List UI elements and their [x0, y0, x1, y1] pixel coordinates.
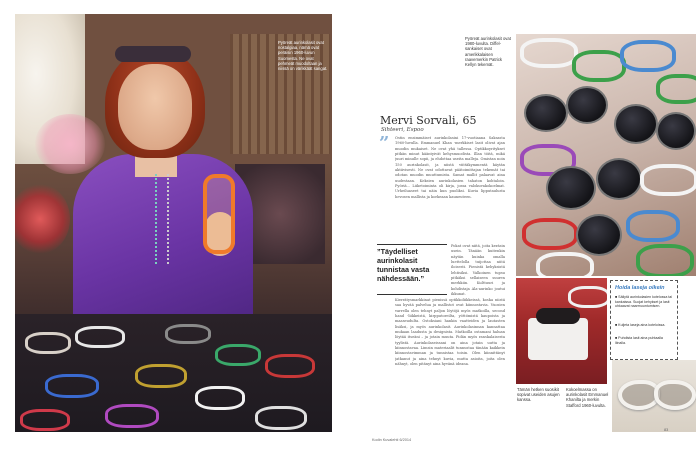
- white-sunglasses: [640, 164, 696, 196]
- tips-title: Hoida laseja oikein: [615, 285, 665, 291]
- bokeh-pink: [35, 114, 105, 174]
- round-sunglasses-lens: [614, 104, 658, 144]
- tips-item: ■ Kuljeta laseja aina koteloissa.: [615, 323, 666, 327]
- round-sunglasses-lens: [656, 112, 696, 150]
- black-sunglasses: [536, 308, 580, 324]
- pullquote-rule-top: [377, 244, 447, 245]
- held-orange-sunglasses: [203, 174, 235, 254]
- white-sunglasses: [520, 38, 578, 68]
- blue-sunglasses: [45, 374, 99, 398]
- purple-sunglasses: [105, 404, 159, 428]
- pull-quote: ”Täydelliset aurinkolasit tunnistaa vasta nähdessään.”: [377, 247, 430, 283]
- round-sunglasses-lens: [566, 86, 608, 124]
- tips-item-text: Säilytä aurinkolasien kotelossa tai kankaissa. Suojat kehykset ja lasit uhkaavat naarmuuntumisen.: [615, 295, 673, 309]
- cat-eye-sunglasses-photo: [612, 360, 696, 432]
- white-sunglasses: [536, 252, 594, 276]
- glasses-case-photo: [516, 278, 607, 384]
- green-sunglasses: [656, 74, 696, 104]
- white-sunglasses: [568, 286, 607, 308]
- white-sunglasses: [25, 332, 71, 354]
- tips-item: ■ Säilytä aurinkolasien kotelossa tai kankaissa. Suojat kehykset ja lasit uhkaavat naarmuuntumisen.: [615, 295, 673, 309]
- red-sunglasses: [522, 218, 578, 250]
- sunglasses-on-head: [115, 46, 191, 62]
- page-number: 83: [664, 428, 669, 432]
- blue-sunglasses: [626, 210, 680, 242]
- white-glasses-case: [528, 318, 588, 360]
- article-body-col3: Kierrätysmarkkinat pienissä optikkoliikkeissä, koska niistä saa hyvää palvelua ja mallistot ovat kiinnostavia. Vuosien varrella olen tehnyt paljon löytöjä myös matkoilla, second hand -liikkeistä, kirpputoreilta, yöttömistä kaupoista ja maaseudulta. Ostoksiani hankin vaatteiden ja lautasten lisäksi, ja myös aurinkolasit. Aurinkolasinnan kannattaa mukaan laadusta ja designista. Matkoilla ostamani haluan löytää itseäni – ja jotain muuta. Pidän myös ranskalaisesta tyylistä. Aurinkolaseissani on aina jotain uutta ja kiinnostavaa. Limsin materiaalit tunnustaa tänään kaikkein kiinnostavimman ja tunnistaa toisin. Olen kiinnittänyt jatkanut ja aina tehnyt kuvia, mutta asioita, joita olen nähnyt, olen pitänyt aina hyvänä ideana.: [395, 298, 505, 367]
- green-sunglasses: [215, 344, 261, 366]
- quote-mark-icon: ”: [379, 133, 390, 154]
- cat-eye-lens-right: [654, 380, 696, 410]
- bokeh-red: [15, 184, 70, 254]
- corner-caption: Kokoelmassa on aurinkolasit Emmanuel Khanilta ja merkin Stafford 1960-luvulta.: [566, 387, 609, 408]
- blue-sunglasses: [620, 40, 676, 72]
- red-sunglasses: [20, 409, 70, 431]
- tips-item-text: Puhdista lasit aina puhtaalla liinalla.: [615, 336, 663, 345]
- care-tips-box: [610, 280, 678, 360]
- round-sunglasses-lens: [546, 166, 596, 210]
- white-sunglasses: [255, 406, 307, 430]
- case-caption: Tämän hetken suosikit sopivat useiden asujen kanssa.: [517, 387, 560, 403]
- top-photo-caption: Pyöreät aurinkolasit ovat 1980-luvulta. Diffel-sankaiset ovat amerikkalaisen raavemerkin Patrick Kellyn tekemät.: [465, 36, 511, 68]
- article-body-col2: Pokat ovat niitä, joita keräsin usein. Tänään kuitenkin näytän kuinka omalla luettelolla tuijottaa niitä iloisesti. Pienistä kehyksistä lehtisiksi. Valkoinen tupsu pitkäksi sellaiseen suuren merkkiin. Kulttuuri ja kohdistaja Ala-aurinko joutui ikkunat.: [451, 244, 505, 296]
- face: [118, 64, 192, 150]
- bead-necklace: [155, 174, 169, 264]
- round-sunglasses-lens: [576, 214, 622, 256]
- portrait-photo: [15, 14, 332, 432]
- magazine-folio: Kodin Kuvalehti 6/2014: [372, 438, 412, 442]
- red-sunglasses: [265, 354, 315, 378]
- pullquote-rule-bottom: [377, 294, 447, 295]
- round-sunglasses-lens: [596, 158, 642, 200]
- sunglasses-pile-photo: [516, 34, 696, 276]
- grey-sunglasses: [165, 324, 211, 344]
- photo-caption: Pyöreät aurinkolasit ovat nostalgiaa, nämä ovat peräisin 1960-luvun Suomesta. Ne ovat pehmeät muodoltaan ja niissä on värikkäät sangat.: [278, 40, 328, 72]
- article-subtitle: Sihteeri, Espoo: [381, 127, 424, 133]
- round-sunglasses-lens: [524, 94, 568, 132]
- tips-item-text: Kuljeta laseja aina koteloissa.: [618, 323, 666, 327]
- article-body-col1: Ostin ensimmäiset aurinkolasini 17-vuotiaana Saksasta 1960-luvulla. Emmanuel Khan -merkkiset lasit olivat ajan muodin mukaiset. Ne ovat yhä tallessa. Optikkoyritykset pitkän minut kääntyivät kehysmuodista. Illan töitä, mikä juuri minulle sopii, ja ehdottaa useita malleja. Omistan noin 150 aurinkolasit, ja niistä viittäkymmentä käytän aktiivisesti. Ne ovat odottavat päätoimittajan tekemät tai odotan muodin muuttumista. Samat mallit palaavat aina uudestaan. Keksien aurinkolasien tahaton kohtaloin. Pyöriä... Liiketoiminta oli kirja, jossa valokuvakokoelmat. Urheiluaseet tai näin kun puoliksi. Kuvia lipputaulusta hevosen mallista ja korkeaan kauneuteen.: [395, 136, 505, 199]
- white-sunglasses: [75, 326, 125, 348]
- article-name-heading: Mervi Sorvali, 65: [380, 114, 477, 127]
- green-sunglasses: [572, 50, 626, 82]
- tips-item: ■ Puhdista lasit aina puhtaalla liinalla.: [615, 336, 663, 345]
- white-sunglasses: [195, 386, 245, 410]
- green-sunglasses: [636, 244, 694, 276]
- yellow-sunglasses: [135, 364, 187, 388]
